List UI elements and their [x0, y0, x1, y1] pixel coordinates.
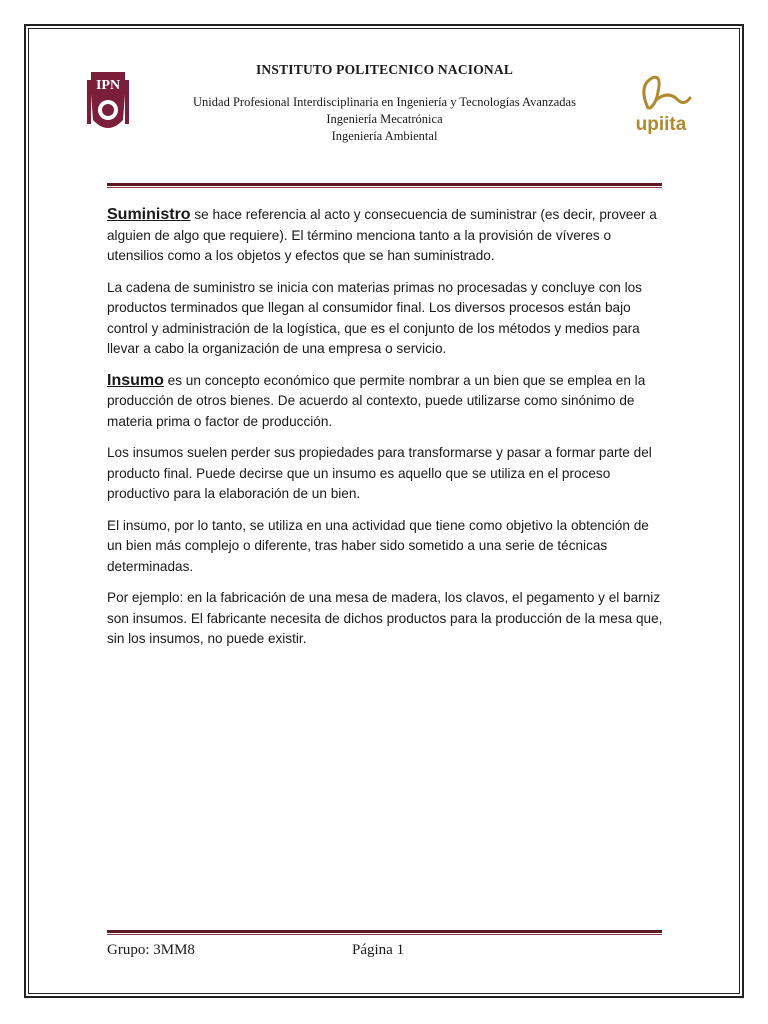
term-suministro: Suministro [107, 206, 191, 223]
paragraph-supply-chain: La cadena de suministro se inicia con materias primas no procesadas y concluye con los productos terminados que llegan al consumidor final. Los diversos procesos están bajo control y administración de la logística, que es el conjunto de los métodos y medios para llevar a cabo la organización de una empresa o servicio. [107, 279, 642, 356]
paragraph-suministro [107, 205, 663, 267]
institution-title: INSTITUTO POLITECNICO NACIONAL [255, 62, 514, 77]
page-number: Página 1 [352, 942, 405, 958]
document-footer [107, 942, 662, 959]
document-body [107, 205, 663, 661]
paragraph-text: es un concepto económico que permite nombrar a un bien que se emplea en la producción de otros bienes. De acuerdo al contexto, puede utilizarse como sinónimo de materia prima o factor de producción. [107, 372, 646, 429]
upiita-logo [628, 72, 694, 136]
term-insumo: Insumo [107, 371, 164, 389]
paragraph-example: Por ejemplo: en la fabricación de una mesa de madera, los clavos, el pegamento y el barniz son insumos. El fabricante necesita de dichos productos para la producción de la mesa que, sin los insumos, no puede existir. [107, 590, 663, 646]
paragraph-insumo [107, 371, 663, 433]
group-label: Grupo: 3MM8 [107, 942, 195, 958]
paragraph-insumo-properties: Los insumos suelen perder sus propiedades para transformarse y pasar a formar parte del producto final. Puede decirse que un insumo es aquello que se utiliza en el proceso productivo para la elaboración de un bien. [107, 445, 652, 501]
program-mechatronics: Ingeniería Mecatrónica [326, 112, 443, 126]
ipn-logo-text: IPN [95, 78, 121, 93]
footer-divider [107, 930, 662, 935]
document-header [107, 62, 662, 145]
upiita-logo-text: upiita [635, 114, 687, 135]
paragraph-text: se hace referencia al acto y consecuencia de suministrar (es decir, proveer a alguien de algo que requiere). El término menciona tanto a la provisión de víveres o utensilios como a los objetos y efectos que se han suministrado. [107, 207, 657, 263]
paragraph-insumo-activity: El insumo, por lo tanto, se utiliza en una actividad que tiene como objetivo la obtención de un bien más complejo o diferente, tras haber sido sometido a una serie de técnicas determinadas. [107, 517, 649, 574]
unit-name: Unidad Profesional Interdisciplinaria en Ingeniería y Tecnologías Avanzadas [193, 95, 576, 109]
program-environmental: Ingeniería Ambiental [331, 129, 438, 143]
header-divider [107, 183, 662, 188]
